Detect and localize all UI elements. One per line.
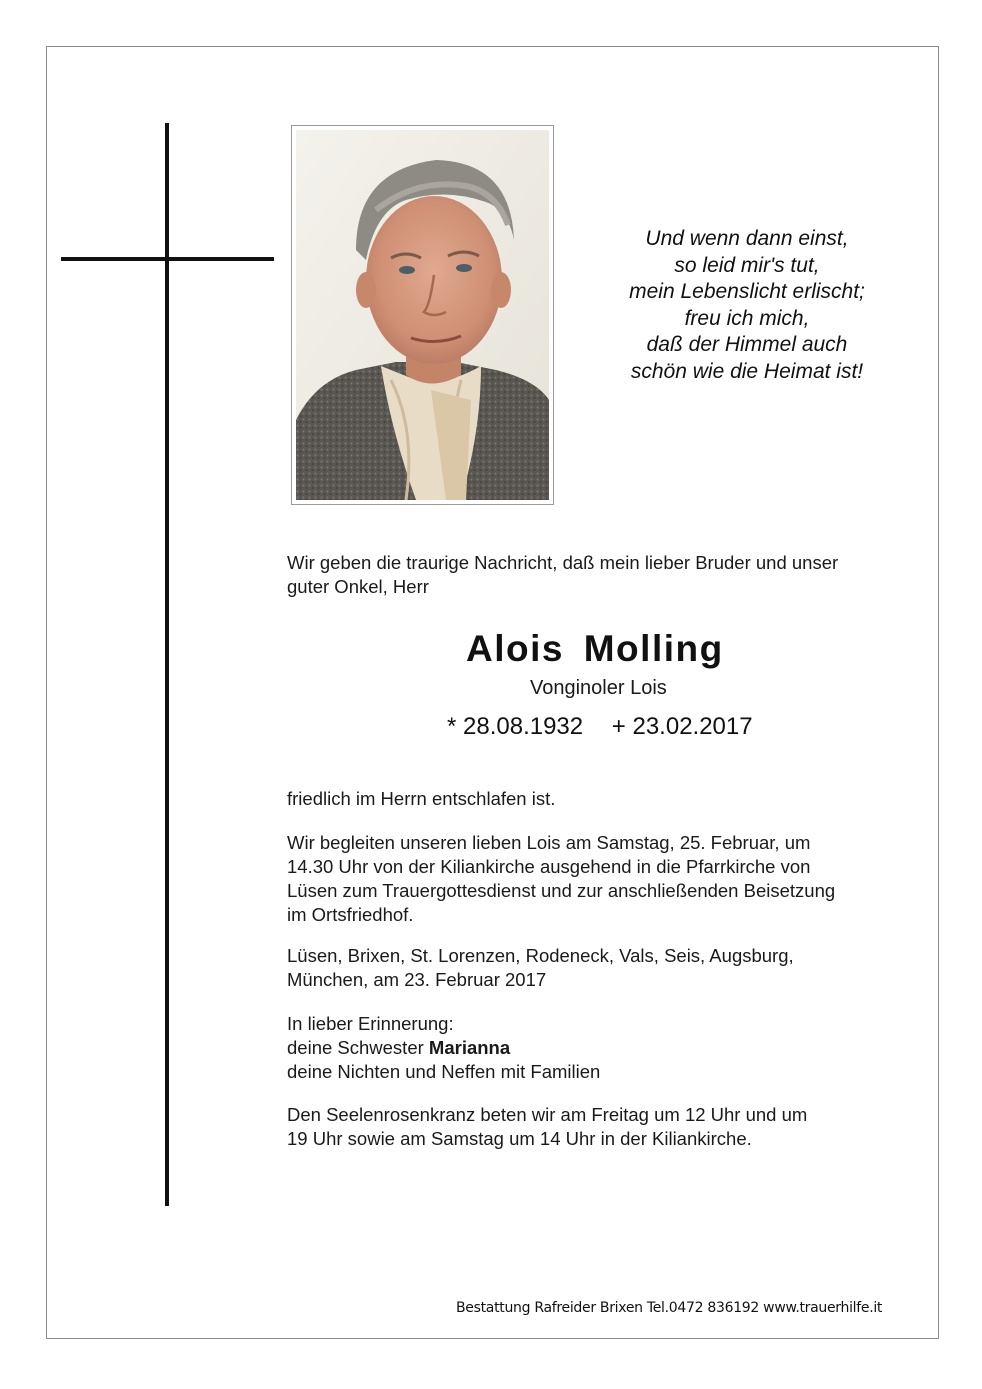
funeral-line: Wir begleiten unseren lieben Lois am Samstag, 25. Februar, um xyxy=(287,832,811,853)
portrait-photo xyxy=(291,125,554,505)
places-line: Lüsen, Brixen, St. Lorenzen, Rodeneck, Vals, Seis, Augsburg, xyxy=(287,945,794,966)
mourners-sister xyxy=(287,1036,887,1060)
deceased-nickname: Vonginoler Lois xyxy=(530,677,667,699)
death-date: + 23.02.2017 xyxy=(611,713,753,740)
poem-line: daß der Himmel auch xyxy=(646,333,848,356)
sister-prefix: deine Schwester xyxy=(287,1037,429,1058)
deceased-name: Alois Molling xyxy=(466,628,724,669)
birth-date: * 28.08.1932 xyxy=(447,713,584,740)
poem-line: schön wie die Heimat ist! xyxy=(630,359,864,383)
poem-line: freu ich mich, xyxy=(684,306,810,330)
mourners-intro: In lieber Erinnerung: xyxy=(287,1013,454,1034)
places-line: München, am 23. Februar 2017 xyxy=(287,969,547,990)
mourners-family: deine Nichten und Neffen mit Familien xyxy=(287,1061,601,1082)
funeral-line: Lüsen zum Trauergottesdienst und zur anschließenden Beisetzung xyxy=(287,880,836,901)
portrait-image xyxy=(296,130,549,500)
memorial-poem xyxy=(597,226,897,385)
poem-line: mein Lebenslicht erlischt; xyxy=(629,280,865,303)
intro-line: Wir geben die traurige Nachricht, daß mein lieber Bruder und unser xyxy=(287,552,839,573)
poem-line: so leid mir's tut, xyxy=(674,253,820,277)
funeral-paragraph xyxy=(287,831,887,927)
sister-name: Marianna xyxy=(428,1037,511,1058)
poem-line: Und wenn dann einst, xyxy=(645,227,849,250)
funeral-home-footer: Bestattung Rafreider Brixen Tel.0472 836192 www.trauerhilfe.it xyxy=(456,1300,883,1316)
life-dates xyxy=(447,713,753,741)
cross-horizontal-bar xyxy=(61,257,274,261)
places-paragraph xyxy=(287,944,887,992)
funeral-line: 14.30 Uhr von der Kiliankirche ausgehend in die Pfarrkirche von xyxy=(287,856,811,877)
mourners-paragraph xyxy=(287,1012,887,1084)
intro-line: guter Onkel, Herr xyxy=(287,576,429,597)
funeral-line: im Ortsfriedhof. xyxy=(287,904,414,925)
rosary-line: 19 Uhr sowie am Samstag um 14 Uhr in der Kiliankirche. xyxy=(287,1128,752,1149)
rosary-line: Den Seelenrosenkranz beten wir am Freitag um 12 Uhr und um xyxy=(287,1104,808,1125)
cross-vertical-bar xyxy=(165,123,169,1206)
rosary-paragraph xyxy=(287,1103,887,1151)
passed-away-line: friedlich im Herrn entschlafen ist. xyxy=(287,788,556,809)
intro-paragraph xyxy=(287,551,887,599)
